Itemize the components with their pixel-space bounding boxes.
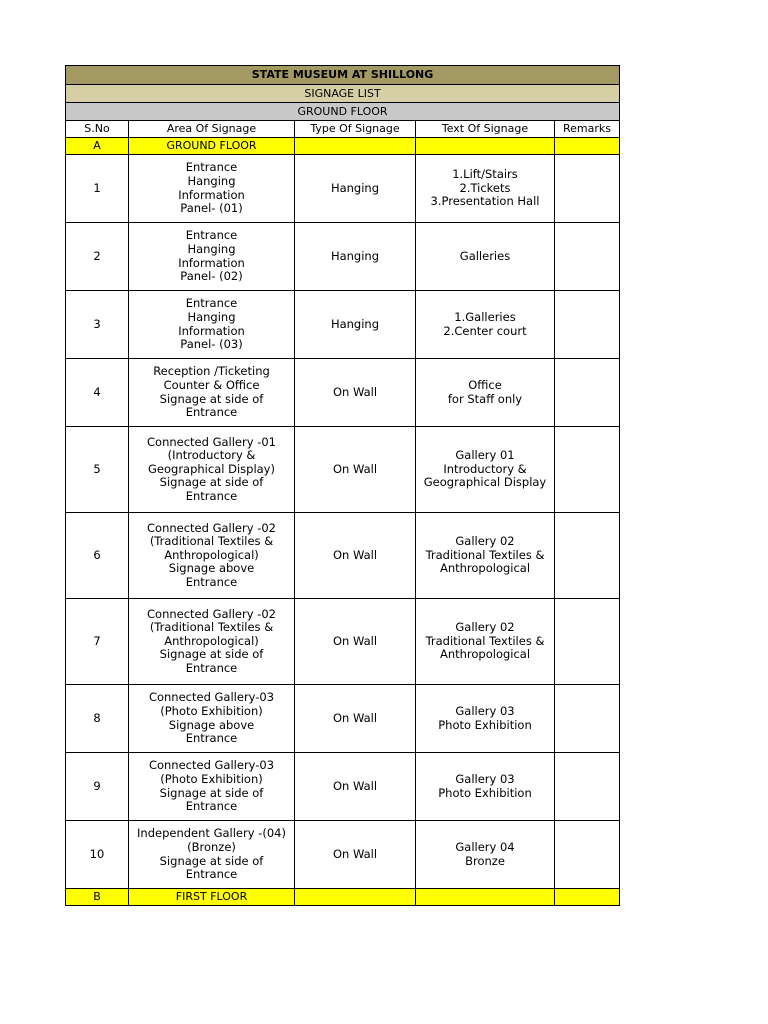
cell-remarks <box>555 513 620 599</box>
header-remarks: Remarks <box>555 121 620 138</box>
table-row <box>66 753 620 821</box>
cell-area-of-signage <box>129 685 295 753</box>
area-line: Entrance <box>185 228 238 243</box>
cell-sno: 3 <box>66 291 129 359</box>
area-line: Signage at side of <box>159 475 264 490</box>
section-b-code: B <box>66 889 129 906</box>
area-line: Information <box>178 255 245 270</box>
cell-type-of-signage: On Wall <box>295 513 416 599</box>
column-header-row <box>66 121 620 138</box>
cell-type-of-signage: On Wall <box>295 359 416 427</box>
area-line: Counter & Office <box>163 377 260 392</box>
area-line: Connected Gallery -02 <box>147 520 276 535</box>
signage-text-line: Photo Exhibition <box>438 717 532 732</box>
section-b-empty <box>555 889 620 906</box>
table-row <box>66 223 620 291</box>
area-line: Panel- (02) <box>180 269 243 284</box>
area-line: Entrance <box>185 160 238 175</box>
signage-text-line: Office <box>468 377 502 392</box>
header-area: Area Of Signage <box>129 121 295 138</box>
signage-text-line: Geographical Display <box>423 475 547 490</box>
cell-text-of-signage <box>416 155 555 223</box>
area-line: (Traditional Textiles & <box>149 534 274 549</box>
area-line: (Photo Exhibition) <box>160 771 263 786</box>
signage-text-line: Gallery 02 <box>455 534 515 549</box>
table-row <box>66 155 620 223</box>
cell-remarks <box>555 599 620 685</box>
area-line: Entrance <box>185 799 238 814</box>
cell-remarks <box>555 821 620 889</box>
signage-text-line: for Staff only <box>447 391 523 406</box>
cell-area-of-signage <box>129 359 295 427</box>
area-line: Signage above <box>168 717 255 732</box>
area-line: Entrance <box>185 296 238 311</box>
cell-remarks <box>555 155 620 223</box>
cell-type-of-signage: Hanging <box>295 155 416 223</box>
cell-area-of-signage <box>129 427 295 513</box>
section-a-row <box>66 138 620 155</box>
header-text: Text Of Signage <box>416 121 555 138</box>
area-line: Anthropological) <box>164 633 259 648</box>
sheet-subtitle: SIGNAGE LIST <box>66 85 620 103</box>
area-line: Signage at side of <box>159 391 264 406</box>
cell-area-of-signage <box>129 513 295 599</box>
signage-text-line: Anthropological <box>439 561 531 576</box>
cell-area-of-signage <box>129 223 295 291</box>
signage-text-line: Traditional Textiles & <box>425 633 545 648</box>
cell-sno: 6 <box>66 513 129 599</box>
signage-text-line: Photo Exhibition <box>438 785 532 800</box>
cell-area-of-signage <box>129 821 295 889</box>
area-line: Hanging <box>187 309 236 324</box>
signage-text-line: Gallery 04 <box>455 839 515 854</box>
area-line: Entrance <box>185 867 238 882</box>
cell-area-of-signage <box>129 599 295 685</box>
title-row <box>66 66 620 85</box>
signage-text-line: 3.Presentation Hall <box>430 194 540 209</box>
area-line: Signage above <box>168 561 255 576</box>
cell-area-of-signage <box>129 291 295 359</box>
cell-type-of-signage: On Wall <box>295 427 416 513</box>
cell-remarks <box>555 223 620 291</box>
area-line: Information <box>178 323 245 338</box>
cell-sno: 4 <box>66 359 129 427</box>
cell-sno: 2 <box>66 223 129 291</box>
floor-heading: GROUND FLOOR <box>66 103 620 121</box>
cell-type-of-signage: On Wall <box>295 821 416 889</box>
header-sno: S.No <box>66 121 129 138</box>
area-line: Reception /Ticketing <box>153 364 270 379</box>
cell-sno: 9 <box>66 753 129 821</box>
section-a-empty <box>555 138 620 155</box>
area-line: Connected Gallery -01 <box>147 434 276 449</box>
header-type: Type Of Signage <box>295 121 416 138</box>
signage-text-line: Gallery 01 <box>455 448 515 463</box>
cell-sno: 7 <box>66 599 129 685</box>
cell-sno: 1 <box>66 155 129 223</box>
signage-text-line: Anthropological <box>439 647 531 662</box>
signage-text-line: 2.Tickets <box>459 180 511 195</box>
table-row <box>66 599 620 685</box>
table-row <box>66 291 620 359</box>
cell-text-of-signage <box>416 685 555 753</box>
area-line: Geographical Display) <box>148 461 275 476</box>
signage-text-line: Traditional Textiles & <box>425 547 545 562</box>
area-line: Entrance <box>185 574 238 589</box>
area-line: Anthropological) <box>164 547 259 562</box>
subtitle-row <box>66 85 620 103</box>
cell-type-of-signage: On Wall <box>295 599 416 685</box>
floor-heading-row <box>66 103 620 121</box>
cell-text-of-signage <box>416 359 555 427</box>
area-line: (Bronze) <box>187 839 236 854</box>
section-a-empty <box>416 138 555 155</box>
cell-remarks <box>555 753 620 821</box>
area-line: Independent Gallery -(04) <box>137 826 286 841</box>
table-row <box>66 359 620 427</box>
signage-text-line: Bronze <box>465 853 505 868</box>
cell-sno: 5 <box>66 427 129 513</box>
area-line: Signage at side of <box>159 647 264 662</box>
signage-text-line: Gallery 03 <box>455 771 515 786</box>
area-line: (Introductory & <box>167 448 256 463</box>
cell-type-of-signage: On Wall <box>295 753 416 821</box>
cell-type-of-signage: Hanging <box>295 223 416 291</box>
table-row <box>66 821 620 889</box>
signage-list-table <box>65 65 620 906</box>
signage-text-line: 1.Galleries <box>454 309 516 324</box>
area-line: Entrance <box>185 488 238 503</box>
section-a-empty <box>295 138 416 155</box>
sheet-title: STATE MUSEUM AT SHILLONG <box>66 66 620 85</box>
cell-text-of-signage <box>416 223 555 291</box>
section-b-label: FIRST FLOOR <box>129 889 295 906</box>
section-b-row <box>66 889 620 906</box>
table-row <box>66 685 620 753</box>
cell-text-of-signage <box>416 753 555 821</box>
cell-remarks <box>555 427 620 513</box>
cell-text-of-signage <box>416 599 555 685</box>
signage-text-line: Gallery 02 <box>455 620 515 635</box>
table-row <box>66 427 620 513</box>
area-line: Hanging <box>187 173 236 188</box>
cell-remarks <box>555 685 620 753</box>
cell-area-of-signage <box>129 753 295 821</box>
area-line: Entrance <box>185 405 238 420</box>
area-line: Signage at side of <box>159 785 264 800</box>
area-line: Entrance <box>185 731 238 746</box>
cell-remarks <box>555 359 620 427</box>
cell-type-of-signage: On Wall <box>295 685 416 753</box>
cell-sno: 8 <box>66 685 129 753</box>
section-b-empty <box>416 889 555 906</box>
signage-text-line: 2.Center court <box>443 323 527 338</box>
area-line: (Photo Exhibition) <box>160 703 263 718</box>
signage-text-line: Gallery 03 <box>455 703 515 718</box>
cell-text-of-signage <box>416 821 555 889</box>
area-line: Signage at side of <box>159 853 264 868</box>
cell-remarks <box>555 291 620 359</box>
signage-text-line: 1.Lift/Stairs <box>452 167 518 182</box>
cell-sno: 10 <box>66 821 129 889</box>
signage-text-line: Galleries <box>459 248 511 263</box>
cell-text-of-signage <box>416 513 555 599</box>
cell-text-of-signage <box>416 427 555 513</box>
section-b-empty <box>295 889 416 906</box>
area-line: Connected Gallery-03 <box>148 690 275 705</box>
section-a-code: A <box>66 138 129 155</box>
section-a-label: GROUND FLOOR <box>129 138 295 155</box>
table-row <box>66 513 620 599</box>
area-line: Panel- (01) <box>180 201 243 216</box>
area-line: Entrance <box>185 660 238 675</box>
signage-text-line: Introductory & <box>443 461 527 476</box>
area-line: Information <box>178 187 245 202</box>
cell-type-of-signage: Hanging <box>295 291 416 359</box>
area-line: Connected Gallery-03 <box>148 758 275 773</box>
area-line: Hanging <box>187 241 236 256</box>
cell-text-of-signage <box>416 291 555 359</box>
area-line: Panel- (03) <box>180 337 243 352</box>
area-line: Connected Gallery -02 <box>147 606 276 621</box>
cell-area-of-signage <box>129 155 295 223</box>
area-line: (Traditional Textiles & <box>149 620 274 635</box>
